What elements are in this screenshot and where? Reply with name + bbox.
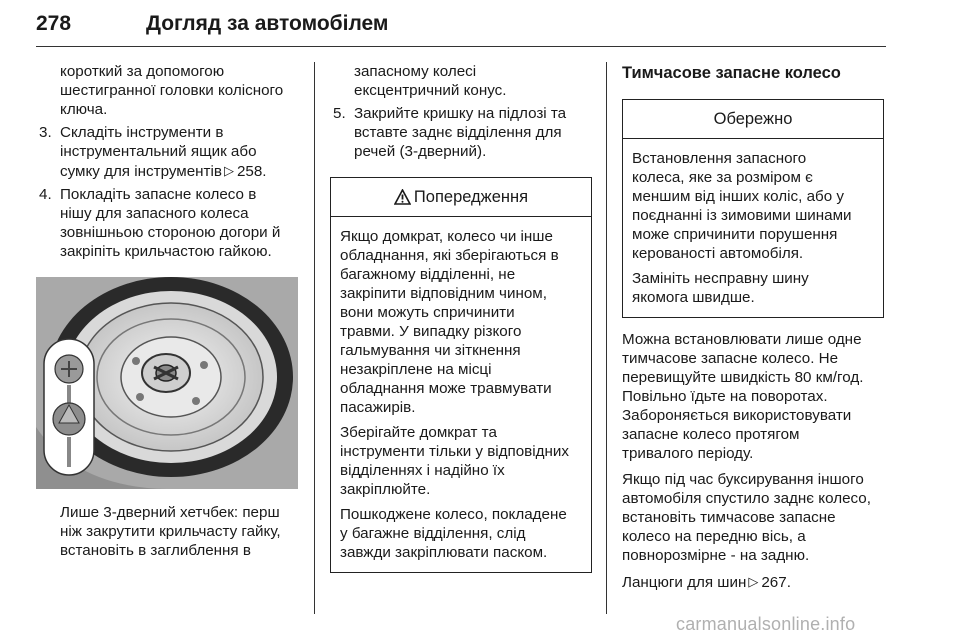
page-title: Догляд за автомобілем	[146, 12, 389, 35]
column-2	[330, 62, 592, 573]
text-line: травми. У випадку різкого	[340, 323, 522, 340]
caution-title: Обережно	[713, 109, 793, 128]
text-line: поєднанні із зимовими шинами	[632, 207, 852, 224]
continued-text	[36, 62, 298, 119]
text-line: Якщо під час буксирування іншого	[622, 471, 864, 488]
text-line: ключа.	[60, 101, 108, 118]
spare-wheel-illustration	[36, 277, 298, 489]
text-line: сумку для інструментів	[60, 163, 222, 180]
step-5	[330, 104, 592, 161]
column-divider	[606, 62, 607, 614]
warning-title: Попередження	[413, 187, 529, 206]
text-line: ніж закрутити крильчасту гайку,	[60, 523, 281, 540]
caution-body	[623, 139, 883, 317]
continued-text	[330, 62, 592, 100]
text-line: запасному колесі	[354, 63, 477, 80]
text-line: закріпити відповідним чином,	[340, 285, 547, 302]
step-number: 4.	[39, 186, 52, 203]
text-line: Ланцюги для шин	[622, 574, 747, 591]
text-line: якомога швидше.	[632, 289, 755, 306]
text-line: у багажне відділення, слід	[340, 525, 526, 542]
step-number: 5.	[333, 105, 346, 122]
text-line: тривалого періоду.	[622, 445, 754, 462]
caution-header	[623, 100, 883, 139]
warning-paragraph	[340, 505, 582, 562]
text-line: інструментальний ящик або	[60, 143, 257, 160]
text-line: гальмування чи зіткнення	[340, 342, 521, 359]
text-line: зовнішньою стороною догори й	[60, 224, 281, 241]
text-line: закріпіть крильчастою гайкою.	[60, 243, 272, 260]
text-line: багажному відділенні, не	[340, 266, 516, 283]
caution-paragraph	[632, 269, 874, 307]
warning-box	[330, 177, 592, 573]
paragraph	[622, 470, 884, 565]
text-line: речей (3-дверний).	[354, 143, 487, 160]
text-line: пасажирів.	[340, 399, 416, 416]
page-reference-icon: ▷	[223, 163, 234, 178]
text-line: вони можуть спричинити	[340, 304, 515, 321]
text-line: незакріплене на місці	[340, 361, 492, 378]
text-line: автомобіля спустило заднє колесо,	[622, 490, 871, 507]
text-line: може спричинити порушення	[632, 226, 838, 243]
text-line: завжди закріплювати паском.	[340, 544, 548, 561]
column-3	[622, 62, 884, 599]
text-line: обладнання може травмувати	[340, 380, 552, 397]
text-line: повнорозмірне - на задню.	[622, 547, 810, 564]
caution-paragraph	[632, 149, 874, 263]
text-line: Зберігайте домкрат та	[340, 424, 497, 441]
step-4	[36, 185, 298, 261]
body-text	[622, 330, 884, 592]
text-line: перевищуйте швидкість 80 км/год.	[622, 369, 864, 386]
column-1	[36, 62, 298, 560]
text-line: Якщо домкрат, колесо чи інше	[340, 228, 553, 245]
page-number: 278	[36, 12, 72, 35]
text-line: колесо на передню вісь, а	[622, 528, 806, 545]
warning-triangle-icon	[394, 189, 411, 205]
text-line: нішу для запасного колеса	[60, 205, 249, 222]
text-line: тимчасове запасне колесо. Не	[622, 350, 839, 367]
text-line: обладнання, які зберігаються в	[340, 247, 559, 264]
section-heading: Тимчасове запасне колесо	[622, 64, 841, 82]
text-line: закріплюйте.	[340, 481, 431, 498]
spare-wheel-drawing	[36, 277, 298, 489]
text-line: вставте заднє відділення для	[354, 124, 562, 141]
warning-body	[331, 217, 591, 572]
paragraph	[622, 572, 884, 592]
text-line: Повільно їдьте на поворотах.	[622, 388, 828, 405]
text-line: запасне колесо протягом	[622, 426, 800, 443]
warning-header	[331, 178, 591, 217]
watermark: carmanualsonline.info	[676, 614, 856, 634]
text-line: встановіть тимчасове запасне	[622, 509, 836, 526]
text-line: Лише 3-дверний хетчбек: перш	[60, 504, 280, 521]
text-line: ексцентричний конус.	[354, 82, 507, 99]
text-line: Забороняється використовувати	[622, 407, 852, 424]
text-line: колеса, яке за розміром є	[632, 169, 813, 186]
page-reference[interactable]: 258.	[236, 163, 267, 180]
step-3	[36, 123, 298, 181]
text-line: встановіть в заглиблення в	[60, 542, 251, 559]
text-line: короткий за допомогою	[60, 63, 225, 80]
text-line: Можна встановлювати лише одне	[622, 331, 862, 348]
column-divider	[314, 62, 315, 614]
warning-paragraph	[340, 227, 582, 417]
text-line: шестигранної головки колісного	[60, 82, 284, 99]
text-line: керованості автомобіля.	[632, 245, 804, 262]
paragraph	[622, 330, 884, 463]
text-line: меншим від інших коліс, або у	[632, 188, 844, 205]
text-line: Замініть несправну шину	[632, 270, 809, 287]
text-line: Пошкоджене колесо, покладене	[340, 506, 567, 523]
page-header	[36, 6, 886, 47]
page-reference[interactable]: 267.	[761, 574, 791, 591]
warning-paragraph	[340, 423, 582, 499]
text-line: Складіть інструменти в	[60, 124, 224, 141]
step-number: 3.	[39, 124, 52, 141]
caution-box	[622, 99, 884, 318]
page-reference-icon: ▷	[748, 574, 759, 589]
text-line: Встановлення запасного	[632, 150, 807, 167]
text-line: Закрийте кришку на підлозі та	[354, 105, 567, 122]
figure-caption	[36, 503, 298, 560]
text-line: Покладіть запасне колесо в	[60, 186, 257, 203]
text-line: відділеннях і надійно їх	[340, 462, 505, 479]
text-line: інструменти тільки у відповідних	[340, 443, 569, 460]
